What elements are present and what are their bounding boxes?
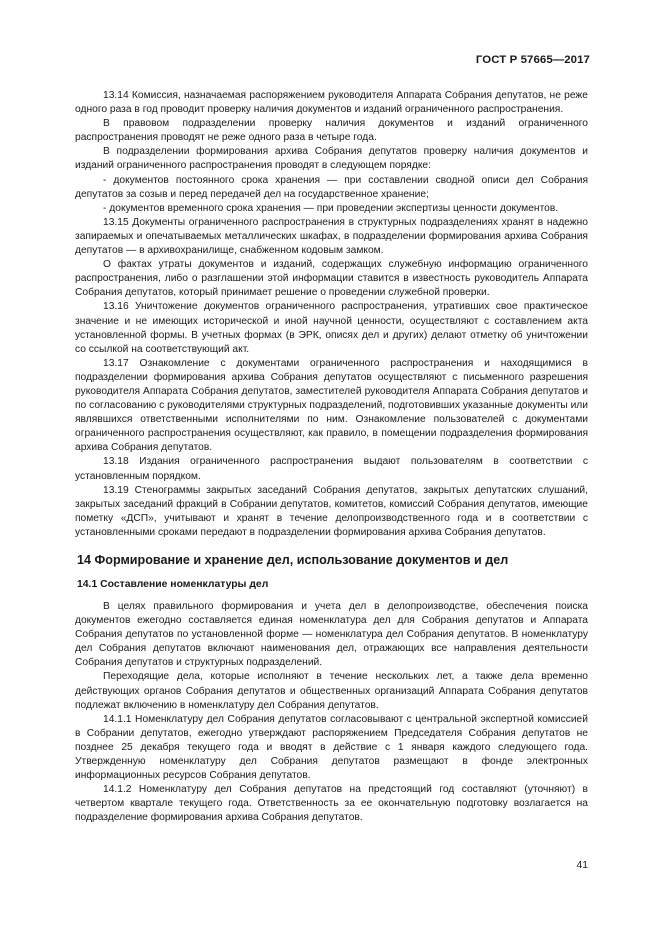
paragraph-13-17: 13.17 Ознакомление с документами ограниченного распространения и находящимися в подразделении формирования архива Собрания депутатов осуществляют с письменного разрешения руководителя Аппарата Собрания депутатов, заместителей руководителя Аппарата Собрания депутатов и по согласованию с руководителями структурных подразделений, подготовивших указанные документы или являвшихся ответственными исполнителями по ним. Ознакомление пользователей с документами ограниченного распространения осуществляют, как правило, в помещении подразделения формирования архива Собрания депутатов. bbox=[75, 357, 588, 454]
paragraph-14-1-1: 14.1.1 Номенклатуру дел Собрания депутатов согласовывают с центральной экспертной комиссией в Собрании депутатов, ежегодно утверждают распоряжением Председателя Собрания депутатов не позднее 25 декабря текущего года и вводят в действие с 1 января каждого следующего года. Утвержденную номенклатуру дел Собрания депутатов размещают в фонде электронных информационных ресурсов Собрания депутатов. bbox=[75, 713, 588, 782]
paragraph-nomenclature-intro: В целях правильного формирования и учета дел в делопроизводстве, обеспечения поиска документов ежегодно составляется единая номенклатура дел для Собрания депутатов и Аппарата Собрания депутатов по установленной форме — номенклатура дел Собрания депутатов. В номенклатуру дел Собрания депутатов включают наименования дел, отражающих все направления деятельности Собрания депутатов и структурных подразделений. bbox=[75, 601, 588, 669]
paragraph-legal-dept: В правовом подразделении проверку наличия документов и изданий ограниченного распространения проводят не реже одного раза в четыре года. bbox=[75, 118, 588, 144]
page-number: 41 bbox=[576, 860, 588, 871]
list-item-permanent: - документов постоянного срока хранения — при составлении сводной описи дел Собрания депутатов за созыв и перед передачей дел на государственное хранение; bbox=[75, 174, 588, 200]
list-item-temporary: - документов временного срока хранения — при проведении экспертизы ценности документов. bbox=[103, 202, 559, 214]
section-title: 14 Формирование и хранение дел, использование документов и дел bbox=[77, 553, 509, 567]
paragraph-archive-order: В подразделении формирования архива Собрания депутатов проверку наличия документов и изданий ограниченного распространения проводят в следующем порядке: bbox=[75, 146, 588, 172]
paragraph-13-18: 13.18 Издания ограниченного распространения выдают пользователям в соответствии с установленным порядком. bbox=[75, 456, 588, 482]
paragraph-13-16: 13.16 Уничтожение документов ограниченного распространения, утративших свое практическое значение и не имеющих исторической и иной научной ценности, осуществляют с составлением акта установленной формы. В учетных формах (в ЭРК, описях дел и других) делают отметку об уничтожении со ссылкой на соответствующий акт. bbox=[75, 301, 588, 355]
paragraph-loss-facts: О фактах утраты документов и изданий, содержащих служебную информацию ограниченного распространения, либо о разглашении этой информации ставится в известность руководитель Аппарата Собрания депутатов, который принимает решение о проведении служебной проверки. bbox=[75, 259, 588, 299]
document-body bbox=[75, 89, 588, 826]
paragraph-14-1-2: 14.1.2 Номенклатуру дел Собрания депутатов на предстоящий год составляют (уточняют) в четвертом квартале текущего года. Ответственность за ее окончательную подготовку возлагается на подразделение формирования архива Собрания депутатов. bbox=[75, 784, 588, 824]
paragraph-13-14: 13.14 Комиссия, назначаемая распоряжением руководителя Аппарата Собрания депутатов, не реже одного раза в год проводит проверку наличия документов и изданий ограниченного распространения. bbox=[75, 90, 588, 116]
standard-designation: ГОСТ Р 57665—2017 bbox=[475, 54, 590, 66]
paragraph-13-19: 13.19 Стенограммы закрытых заседаний Собрания депутатов, закрытых депутатских слушаний, закрытых заседаний фракций в Собрании депутатов, комитетов, комиссий Собрания депутатов, имеющие пометку «ДСП», учитывают и хранят в течение делопроизводственного года и в соответствии с установленными сроками передают в подразделении формирования архива Собрания депутатов. bbox=[75, 484, 588, 538]
subsection-title: 14.1 Составление номенклатуры дел bbox=[77, 579, 269, 590]
paragraph-13-15: 13.15 Документы ограниченного распространения в структурных подразделениях хранят в надежно запираемых и опечатываемых металлических шкафах, в подразделении формирования архива Собрания депутатов — в архивохранилище, снабженном кодовым замком. bbox=[75, 216, 588, 257]
paragraph-transitional-cases: Переходящие дела, которые исполняют в течение нескольких лет, а также дела временно действующих органов Собрания депутатов и общественных организаций Аппарата Собрания депутатов подлежат включению в номенклатуру дел Собрания депутатов. bbox=[75, 671, 588, 711]
